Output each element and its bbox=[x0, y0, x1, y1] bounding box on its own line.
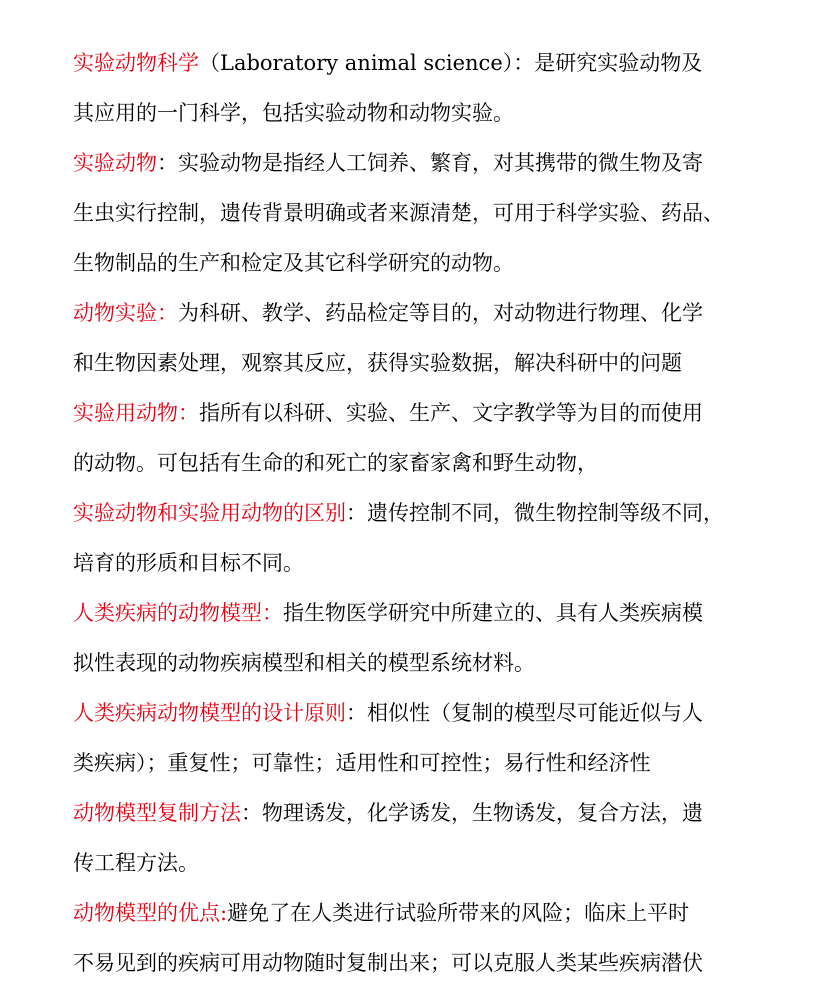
definition-term: 实验动物和实验用动物的区别 bbox=[73, 501, 346, 525]
definition-text: 传工程方法。 bbox=[73, 851, 199, 875]
definition-term: 动物实验： bbox=[73, 301, 178, 325]
definition-text: ：实验动物是指经人工饲养、繁育，对其携带的微生物及寄 bbox=[157, 151, 703, 175]
definition-line bbox=[73, 588, 749, 638]
definition-text: 拟性表现的动物疾病模型和相关的模型系统材料。 bbox=[73, 651, 535, 675]
definition-text: 其应用的一门科学，包括实验动物和动物实验。 bbox=[73, 101, 514, 125]
definition-entry-replication-methods bbox=[73, 788, 749, 888]
definition-text: ：物理诱发，化学诱发，生物诱发，复合方法，遗 bbox=[241, 801, 703, 825]
definition-text: 不易见到的疾病可用动物随时复制出来；可以克服人类某些疾病潜伏 bbox=[73, 951, 703, 975]
definition-entry-experimental-animal bbox=[73, 388, 749, 488]
definition-text: 培育的形质和目标不同。 bbox=[73, 551, 304, 575]
definition-entry-model-advantages bbox=[73, 888, 749, 988]
definition-term: 动物模型的优点: bbox=[73, 901, 228, 925]
definition-text: ：相似性（复制的模型尽可能近似与人 bbox=[346, 701, 703, 725]
definition-text: 类疾病）；重复性；可靠性；适用性和可控性；易行性和经济性 bbox=[73, 751, 651, 775]
definition-term: 人类疾病的动物模型： bbox=[73, 601, 283, 625]
definition-text: （Laboratory animal science）：是研究实验动物及 bbox=[199, 51, 703, 75]
definition-text: ：遗传控制不同，微生物控制等级不同， bbox=[346, 501, 724, 525]
definition-text: 指所有以科研、实验、生产、文字教学等为目的而使用 bbox=[199, 401, 703, 425]
definition-line bbox=[73, 138, 749, 188]
definition-term: 实验动物 bbox=[73, 151, 157, 175]
definition-text: 为科研、教学、药品检定等目的，对动物进行物理、化学 bbox=[178, 301, 703, 325]
definition-line bbox=[73, 888, 749, 938]
definition-text: 生物制品的生产和检定及其它科学研究的动物。 bbox=[73, 251, 514, 275]
definition-term: 实验用动物： bbox=[73, 401, 199, 425]
definition-line bbox=[73, 388, 749, 438]
definition-line bbox=[73, 688, 749, 738]
definition-line bbox=[73, 788, 749, 838]
definition-entry-disease-model bbox=[73, 588, 749, 688]
definition-text: 和生物因素处理，观察其反应，获得实验数据，解决科研中的问题 bbox=[73, 351, 682, 375]
definition-text: 的动物。可包括有生命的和死亡的家畜家禽和野生动物， bbox=[73, 451, 598, 475]
definition-text: 生虫实行控制，遗传背景明确或者来源清楚，可用于科学实验、药品、 bbox=[73, 201, 724, 225]
definition-text: 避免了在人类进行试验所带来的风险；临床上平时 bbox=[227, 901, 690, 925]
definition-term: 动物模型复制方法 bbox=[73, 801, 241, 825]
definition-line bbox=[73, 38, 749, 88]
definition-entry-animal-experiment bbox=[73, 288, 749, 388]
definition-line bbox=[73, 288, 749, 338]
definition-line bbox=[73, 488, 749, 538]
definition-entry-laboratory-animal-science bbox=[73, 38, 749, 138]
definition-entry-laboratory-animal bbox=[73, 138, 749, 288]
definition-term: 人类疾病动物模型的设计原则 bbox=[73, 701, 346, 725]
definition-term: 实验动物科学 bbox=[73, 51, 199, 75]
definition-entry-design-principles bbox=[73, 688, 749, 788]
definition-entry-difference bbox=[73, 488, 749, 588]
definition-text: 指生物医学研究中所建立的、具有人类疾病模 bbox=[283, 601, 703, 625]
